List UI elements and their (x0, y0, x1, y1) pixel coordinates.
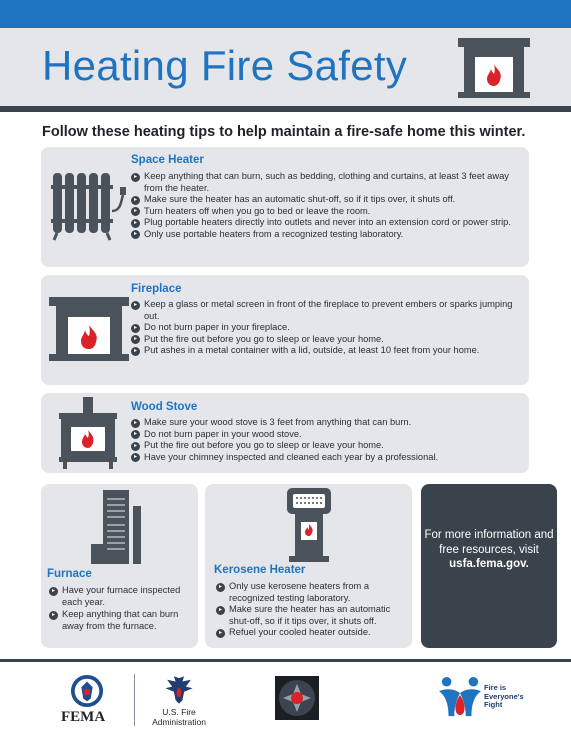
fire-department-badge-icon (275, 676, 319, 720)
logo-divider (134, 674, 135, 726)
furnace-icon (91, 490, 147, 564)
fireplace-card (41, 275, 529, 385)
list-item: ▸ Make sure the heater has an automatic shut-off, so if it tips over, it shuts off. (216, 604, 408, 627)
fireplace-title: Fireplace (131, 283, 182, 295)
page-title: Heating Fire Safety (42, 42, 408, 89)
list-item: ▸ Make sure the heater has an automatic shut-off, so if it tips over, it shuts off. (131, 194, 521, 206)
list-item: ▸ Do not burn paper in your fireplace. (131, 322, 521, 334)
fema-logo-text: FEMA (61, 709, 106, 725)
list-item: ▸ Have your furnace inspected each year. (49, 585, 191, 608)
list-item: ▸ Make sure your wood stove is 3 feet from anything that can burn. (131, 417, 521, 429)
list-item: ▸ Turn heaters off when you go to bed or leave the room. (131, 206, 521, 218)
furnace-card (41, 484, 198, 648)
kerosene-heater-tips (216, 581, 408, 639)
kerosene-heater-title: Kerosene Heater (214, 564, 306, 576)
list-item: ▸ Refuel your cooled heater outside. (216, 627, 408, 639)
fireplace-tips (131, 299, 521, 357)
list-item: ▸ Only use portable heaters from a recognized testing laboratory. (131, 229, 521, 241)
top-accent-stripe (0, 0, 571, 28)
list-item: ▸ Keep anything that can burn away from the furnace. (49, 609, 191, 632)
wood-stove-title: Wood Stove (131, 401, 198, 413)
space-heater-card (41, 147, 529, 267)
list-item: ▸ Keep anything that can burn, such as bedding, clothing and curtains, at least 3 feet away from the heater. (131, 171, 521, 194)
intro-text: Follow these heating tips to help maintain a fire-safe home this winter. (42, 124, 526, 140)
list-item: ▸ Put the fire out before you go to sleep or leave your home. (131, 440, 521, 452)
list-item: ▸ Plug portable heaters directly into outlets and never into an extension cord or power strip. (131, 217, 521, 229)
usfa-eagle-icon (162, 674, 196, 706)
fire-is-everyones-fight-logo-icon (437, 676, 483, 718)
resources-text: For more information and free resources, visit usfa.fema.gov. (424, 529, 554, 570)
furnace-title: Furnace (47, 568, 92, 580)
list-item: ▸ Put the fire out before you go to sleep or leave your home. (131, 334, 521, 346)
list-item: ▸ Have your chimney inspected and cleaned each year by a professional. (131, 452, 521, 464)
list-item: ▸ Do not burn paper in your wood stove. (131, 429, 521, 441)
furnace-tips (49, 585, 191, 632)
space-heater-title: Space Heater (131, 154, 204, 166)
wood-stove-icon (55, 397, 125, 469)
dhs-seal-icon (70, 674, 104, 708)
space-heater-tips (131, 171, 521, 241)
header-divider (0, 106, 571, 112)
wood-stove-tips (131, 417, 521, 463)
list-item: ▸ Only use kerosene heaters from a recognized testing laboratory. (216, 581, 408, 604)
wood-stove-card (41, 393, 529, 473)
radiator-icon (49, 171, 129, 241)
kerosene-heater-icon (281, 488, 337, 562)
footer-divider (0, 659, 571, 662)
campaign-logo-text: Fire is Everyone's Fight (484, 683, 524, 709)
usfa-logo-text: U.S. Fire Administration (152, 707, 206, 727)
resources-box (421, 484, 557, 648)
usfa-link[interactable]: usfa.fema.gov. (449, 558, 529, 570)
fireplace-icon (458, 38, 530, 98)
list-item: ▸ Put ashes in a metal container with a lid, outside, at least 10 feet from your home. (131, 345, 521, 357)
fireplace-icon (49, 297, 129, 361)
list-item: ▸ Keep a glass or metal screen in front of the fireplace to prevent embers or sparks jumping out. (131, 299, 521, 322)
kerosene-heater-card (205, 484, 412, 648)
